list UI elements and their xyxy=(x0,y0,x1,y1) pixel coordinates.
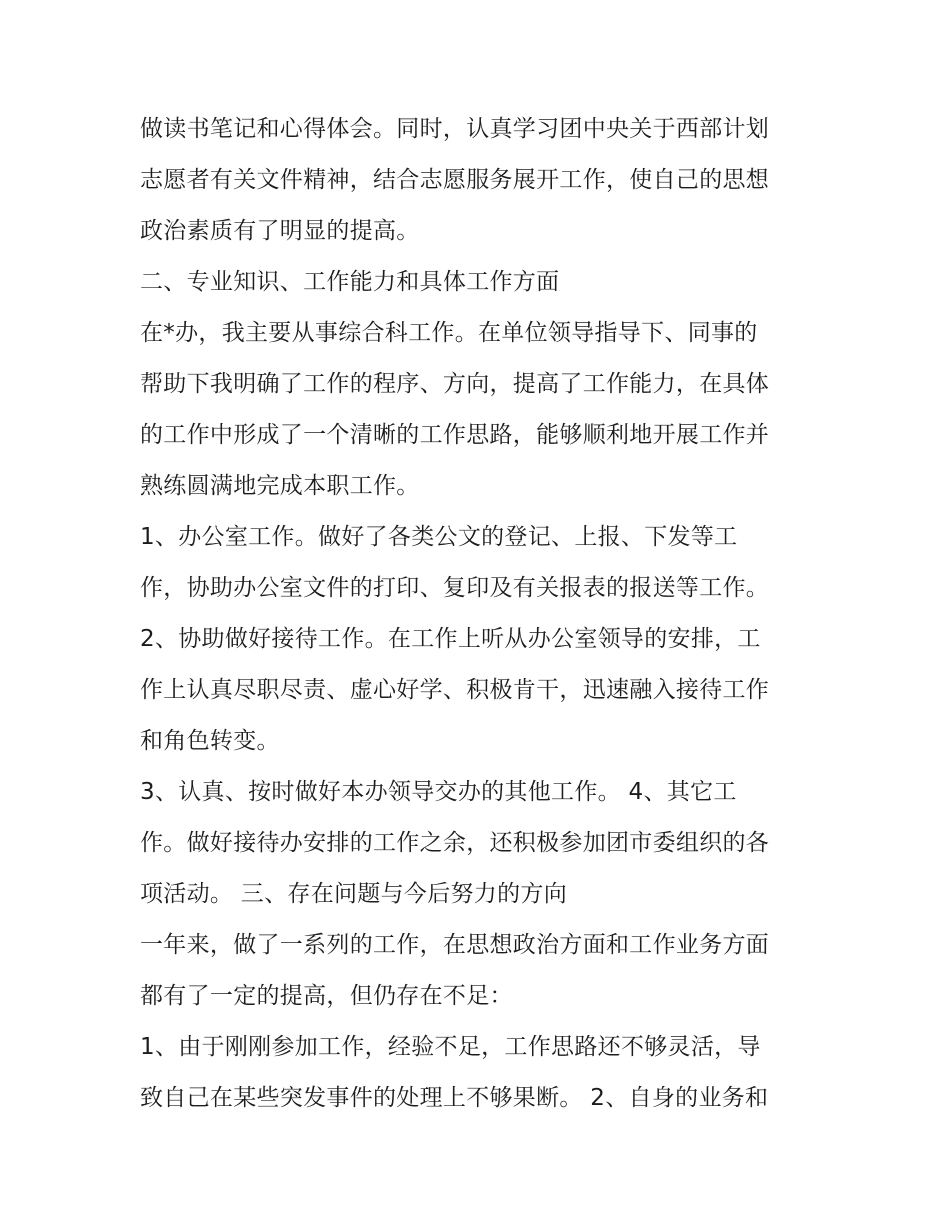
text-line: 在*办，我主要从事综合科工作。在单位领导指导下、同事的 xyxy=(140,320,758,346)
list-item-line: 1、由于刚刚参加工作，经验不足，工作思路还不够灵活，导 xyxy=(140,1034,761,1060)
text-line: 一年来，做了一系列的工作，在思想政治方面和工作业务方面 xyxy=(140,932,770,958)
text-line: 作，协助办公室文件的打印、复印及有关报表的报送等工作。 xyxy=(140,575,770,601)
text-line: 政治素质有了明显的提高。 xyxy=(140,218,420,244)
text-line: 都有了一定的提高，但仍存在不足： xyxy=(140,983,513,1009)
text-line: 志愿者有关文件精神，结合志愿服务展开工作，使自己的思想 xyxy=(140,167,770,193)
text-line: 熟练圆满地完成本职工作。 xyxy=(140,473,420,499)
text-line: 作。做好接待办安排的工作之余，还积极参加团市委组织的各 xyxy=(140,830,770,856)
text-line: 项活动。 三、存在问题与今后努力的方向 xyxy=(140,881,568,907)
text-line: 致自己在某些突发事件的处理上不够果断。 2、自身的业务和 xyxy=(140,1085,769,1111)
section-heading: 二、专业知识、工作能力和具体工作方面 xyxy=(140,269,560,295)
text-line: 和角色转变。 xyxy=(140,728,280,754)
list-item-line: 1、办公室工作。做好了各类公文的登记、上报、下发等工 xyxy=(140,524,738,550)
text-line: 帮助下我明确了工作的程序、方向，提高了工作能力，在具体 xyxy=(140,371,770,397)
document-body xyxy=(140,104,830,1124)
text-line: 做读书笔记和心得体会。同时，认真学习团中央关于西部计划 xyxy=(140,116,770,142)
text-line: 作上认真尽职尽责、虚心好学、积极肯干，迅速融入接待工作 xyxy=(140,677,770,703)
list-item-line: 2、协助做好接待工作。在工作上听从办公室领导的安排，工 xyxy=(140,626,761,652)
text-line: 的工作中形成了一个清晰的工作思路，能够顺利地开展工作并 xyxy=(140,422,770,448)
list-item-line: 3、认真、按时做好本办领导交办的其他工作。 4、其它工 xyxy=(140,779,737,805)
